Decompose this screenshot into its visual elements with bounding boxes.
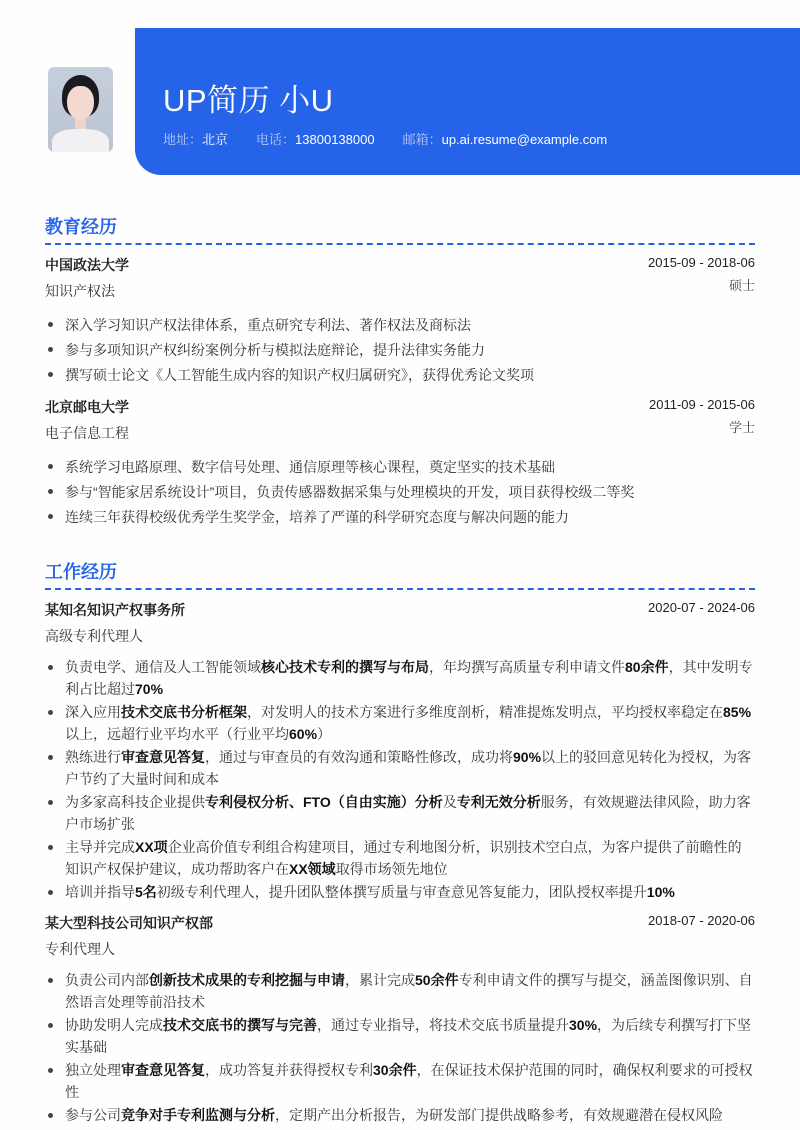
major: 知识产权法 bbox=[45, 283, 115, 299]
list-item: 参与公司竞争对手专利监测与分析，定期产出分析报告，为研发部门提供战略参考，有效规避潜在侵权风险 bbox=[45, 1104, 755, 1126]
list-item: 培训并指导5名初级专利代理人，提升团队整体撰写质量与审查意见答复能力，团队授权率提升10% bbox=[45, 881, 755, 903]
education-entry bbox=[45, 397, 755, 530]
list-item: 参与“智能家居系统设计”项目，负责传感器数据采集与处理模块的开发，项目获得校级二等奖 bbox=[45, 480, 755, 505]
work-entry bbox=[45, 600, 755, 903]
degree: 硕士 bbox=[728, 278, 755, 293]
position: 专利代理人 bbox=[45, 941, 115, 957]
list-item: 熟练进行审查意见答复，通过与审查员的有效沟通和策略性修改，成功将90%以上的驳回意见转化为授权，为客户节约了大量时间和成本 bbox=[45, 746, 755, 790]
education-entry bbox=[45, 255, 755, 388]
contact-address bbox=[163, 129, 228, 148]
section-title: 教育经历 bbox=[45, 217, 117, 237]
profile-photo bbox=[48, 67, 113, 152]
email-value[interactable]: up.ai.resume@example.com bbox=[441, 132, 608, 147]
bullet-list bbox=[45, 969, 755, 1126]
section-divider bbox=[45, 588, 755, 590]
contact-info bbox=[163, 129, 607, 148]
work-entry bbox=[45, 913, 755, 1126]
date-range: 2015-09 - 2018-06 bbox=[648, 255, 755, 270]
address-label: 地址： bbox=[163, 132, 203, 147]
list-item: 连续三年获得校级优秀学生奖学金，培养了严谨的科学研究态度与解决问题的能力 bbox=[45, 505, 755, 530]
contact-phone bbox=[256, 129, 375, 148]
bullet-list bbox=[45, 656, 755, 903]
photo-body bbox=[52, 129, 109, 152]
list-item: 深入应用技术交底书分析框架，对发明人的技术方案进行多维度剖析，精准提炼发明点，平均授权率稳定在85%以上，远超行业平均水平（行业平均60%） bbox=[45, 701, 755, 745]
list-item: 为多家高科技企业提供专利侵权分析、FTO（自由实施）分析及专利无效分析服务，有效规避法律风险，助力客户市场扩张 bbox=[45, 791, 755, 835]
section-divider bbox=[45, 243, 755, 245]
company-name: 某大型科技公司知识产权部 bbox=[45, 915, 213, 931]
school-name: 北京邮电大学 bbox=[45, 399, 129, 415]
degree: 学士 bbox=[728, 420, 755, 435]
date-range: 2020-07 - 2024-06 bbox=[648, 600, 755, 615]
list-item: 负责电学、通信及人工智能领域核心技术专利的撰写与布局，年均撰写高质量专利申请文件80余件，其中发明专利占比超过70% bbox=[45, 656, 755, 700]
phone-value: 13800138000 bbox=[295, 132, 375, 147]
company-name: 某知名知识产权事务所 bbox=[45, 602, 185, 618]
list-item: 撰写硕士论文《人工智能生成内容的知识产权归属研究》，获得优秀论文奖项 bbox=[45, 363, 755, 388]
list-item: 独立处理审查意见答复，成功答复并获得授权专利30余件，在保证技术保护范围的同时，确保权利要求的可授权性 bbox=[45, 1059, 755, 1103]
list-item: 深入学习知识产权法律体系，重点研究专利法、著作权法及商标法 bbox=[45, 313, 755, 338]
work-section bbox=[45, 558, 755, 1127]
list-item: 主导并完成XX项企业高价值专利组合构建项目，通过专利地图分析，识别技术空白点，为客户提供了前瞻性的知识产权保护建议，成功帮助客户在XX领域取得市场领先地位 bbox=[45, 836, 755, 880]
major: 电子信息工程 bbox=[45, 425, 129, 441]
header-banner bbox=[135, 28, 800, 175]
position: 高级专利代理人 bbox=[45, 628, 143, 644]
list-item: 协助发明人完成技术交底书的撰写与完善，通过专业指导，将技术交底书质量提升30%，为后续专利撰写打下坚实基础 bbox=[45, 1014, 755, 1058]
date-range: 2018-07 - 2020-06 bbox=[648, 913, 755, 928]
bullet-list bbox=[45, 313, 755, 388]
bullet-list bbox=[45, 455, 755, 530]
school-name: 中国政法大学 bbox=[45, 257, 129, 273]
section-title: 工作经历 bbox=[45, 562, 117, 582]
candidate-name: UP简历 小U bbox=[163, 83, 334, 118]
list-item: 系统学习电路原理、数字信号处理、通信原理等核心课程，奠定坚实的技术基础 bbox=[45, 455, 755, 480]
phone-label: 电话： bbox=[256, 132, 296, 147]
list-item: 负责公司内部创新技术成果的专利挖掘与申请，累计完成50余件专利申请文件的撰写与提交，涵盖图像识别、自然语言处理等前沿技术 bbox=[45, 969, 755, 1013]
photo-face bbox=[67, 86, 94, 120]
email-label: 邮箱： bbox=[402, 132, 442, 147]
address-value: 北京 bbox=[202, 132, 229, 147]
education-section bbox=[45, 213, 755, 530]
date-range: 2011-09 - 2015-06 bbox=[648, 397, 755, 412]
contact-email bbox=[403, 129, 608, 148]
list-item: 参与多项知识产权纠纷案例分析与模拟法庭辩论，提升法律实务能力 bbox=[45, 338, 755, 363]
